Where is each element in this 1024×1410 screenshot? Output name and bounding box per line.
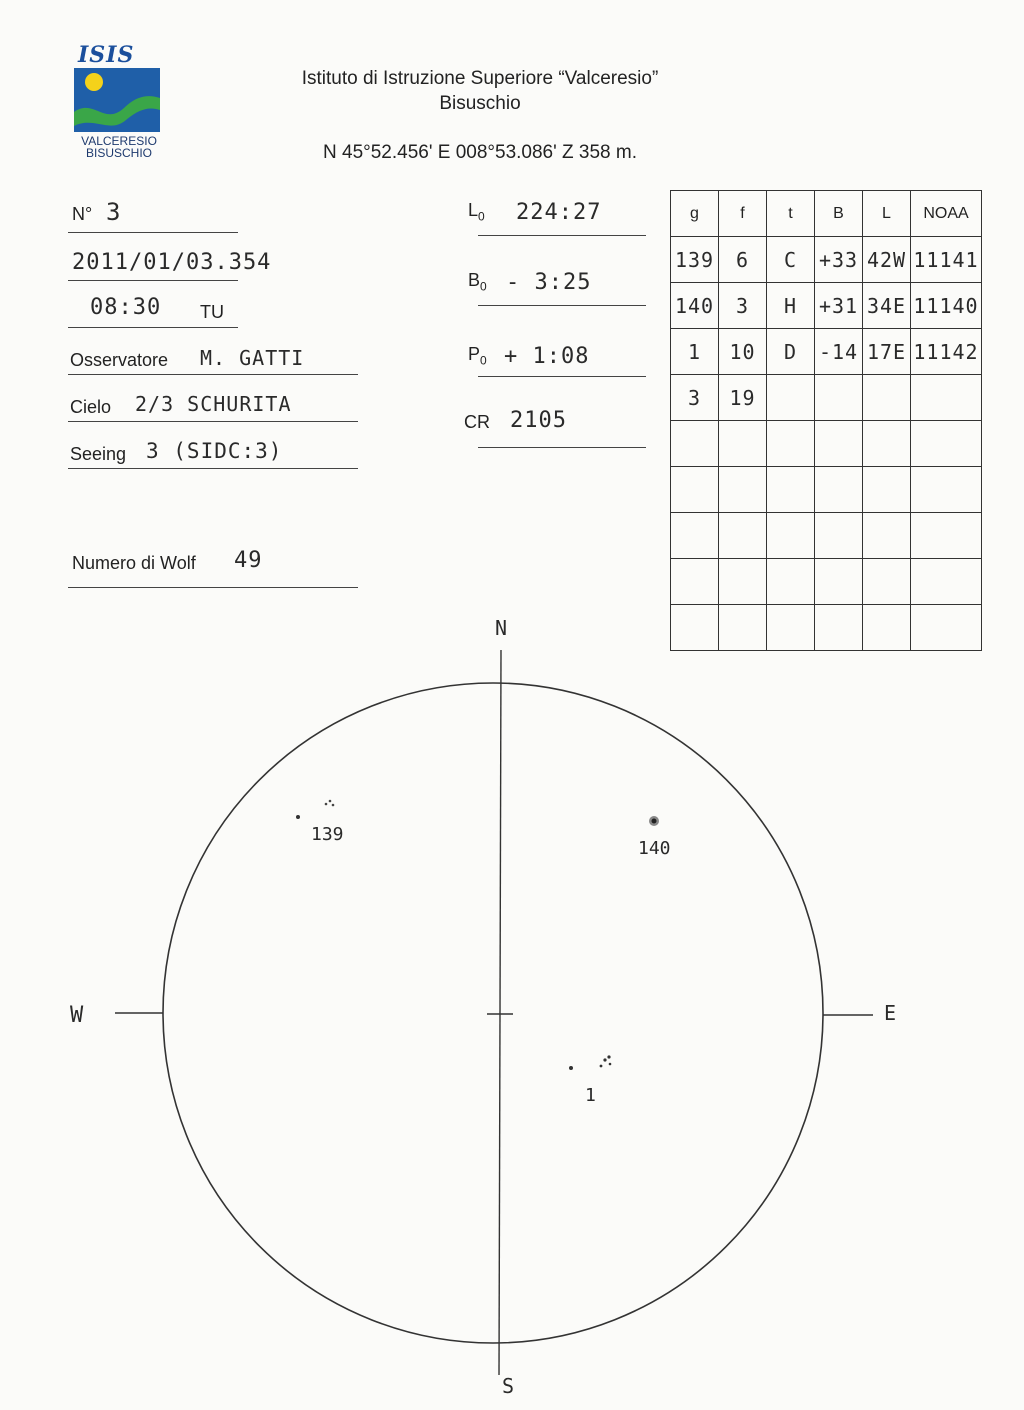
header-cell-f: f — [719, 191, 767, 237]
table-cell: -14 — [815, 329, 863, 375]
date-underline — [68, 280, 238, 281]
b0-subscript: 0 — [480, 279, 487, 294]
seeing-value: 3 (SIDC:3) — [146, 439, 283, 463]
sunspot-dot — [325, 803, 328, 806]
table-cell: +31 — [815, 283, 863, 329]
b0-letter: B — [468, 270, 481, 290]
table-cell — [671, 421, 719, 467]
south-label: S — [502, 1374, 515, 1398]
table-row — [671, 237, 982, 283]
table-cell — [767, 513, 815, 559]
table-cell — [815, 375, 863, 421]
observation-date: 2011/01/03.354 — [72, 250, 272, 275]
p0-letter: P — [468, 344, 481, 364]
table-cell — [863, 467, 911, 513]
l0-letter: L — [468, 200, 479, 220]
sunspot-dot — [609, 1063, 612, 1066]
table-cell — [911, 513, 982, 559]
table-cell: 1 — [671, 329, 719, 375]
l0-underline — [478, 235, 646, 236]
header-cell-l: L — [863, 191, 911, 237]
table-row — [671, 375, 982, 421]
solar-disk-drawing — [0, 600, 1024, 1400]
table-cell — [671, 513, 719, 559]
table-cell — [911, 421, 982, 467]
time-unit: TU — [200, 302, 224, 322]
logo-caption-line1: VALCERESIO — [81, 134, 157, 148]
table-row — [671, 421, 982, 467]
table-cell — [671, 559, 719, 605]
sunspot-dot — [569, 1066, 573, 1070]
table-row — [671, 329, 982, 375]
table-cell — [863, 513, 911, 559]
table-cell — [815, 513, 863, 559]
table-cell: 42W — [863, 237, 911, 283]
west-label: W — [70, 1003, 84, 1028]
cr-value: 2105 — [510, 408, 567, 433]
table-cell: 11141 — [911, 237, 982, 283]
table-cell — [815, 467, 863, 513]
observer-label: Osservatore — [70, 350, 169, 370]
table-cell: 19 — [719, 375, 767, 421]
table-cell: D — [767, 329, 815, 375]
table-cell: 11142 — [911, 329, 982, 375]
b0-label — [468, 270, 487, 294]
sunspot-group-table — [670, 190, 982, 651]
table-cell — [863, 375, 911, 421]
east-label: E — [884, 1001, 897, 1025]
solar-disk-outline — [163, 683, 823, 1343]
p0-label — [468, 344, 487, 368]
sky-label: Cielo — [70, 397, 112, 417]
table-cell: C — [767, 237, 815, 283]
table-cell — [911, 559, 982, 605]
table-cell — [815, 559, 863, 605]
table-cell: 10 — [719, 329, 767, 375]
sunspot-dot — [332, 804, 335, 807]
table-row — [671, 467, 982, 513]
table-cell: 3 — [719, 283, 767, 329]
table-cell: 17E — [863, 329, 911, 375]
sunspot-umbra — [652, 819, 657, 824]
institute-town: Bisuschio — [439, 93, 521, 114]
table-cell — [719, 467, 767, 513]
observer-underline — [68, 374, 358, 375]
l0-label — [468, 200, 485, 224]
header-cell-b: B — [815, 191, 863, 237]
table-cell: +33 — [815, 237, 863, 283]
table-cell — [767, 375, 815, 421]
p0-subscript: 0 — [480, 353, 487, 368]
table-cell: 34E — [863, 283, 911, 329]
table-cell — [671, 467, 719, 513]
p0-underline — [478, 376, 646, 377]
table-cell: 140 — [671, 283, 719, 329]
table-cell — [767, 467, 815, 513]
seeing-label: Seeing — [70, 444, 127, 464]
group-label-1: 1 — [585, 1085, 596, 1106]
logo-emblem — [74, 68, 160, 132]
site-coordinates: N 45°52.456' E 008°53.086' Z 358 m. — [323, 142, 637, 163]
table-cell: 11140 — [911, 283, 982, 329]
table-cell: 6 — [719, 237, 767, 283]
number-label: N° — [72, 204, 93, 224]
sky-value: 2/3 SCHURITA — [135, 392, 292, 416]
table-cell — [863, 559, 911, 605]
table-cell: H — [767, 283, 815, 329]
north-south-axis — [499, 650, 501, 1375]
wolf-underline — [68, 587, 358, 588]
logo-wordmark: ISIS — [78, 42, 135, 68]
sunspot-dot — [329, 800, 332, 803]
b0-value: - 3:25 — [506, 270, 592, 295]
table-header-row — [671, 191, 982, 237]
number-value: 3 — [106, 198, 122, 226]
header-cell-t: t — [767, 191, 815, 237]
sunspot-dot — [296, 815, 300, 819]
l0-subscript: 0 — [478, 209, 485, 224]
cr-label: CR — [464, 412, 490, 432]
group-label-140: 140 — [638, 838, 671, 859]
table-cell: 139 — [671, 237, 719, 283]
observation-time: 08:30 — [90, 295, 162, 320]
number-underline — [68, 232, 238, 233]
observer-value: M. GATTI — [200, 346, 305, 370]
north-label: N — [495, 616, 508, 640]
table-row — [671, 283, 982, 329]
group-label-139: 139 — [311, 824, 344, 845]
header-cell-g: g — [671, 191, 719, 237]
institute-name: Istituto di Istruzione Superiore “Valceresio” — [301, 68, 659, 89]
seeing-underline — [68, 468, 358, 469]
table-cell — [911, 375, 982, 421]
sunspot-dot — [600, 1065, 603, 1068]
sky-underline — [68, 421, 358, 422]
table-row — [671, 513, 982, 559]
table-cell — [767, 421, 815, 467]
cr-underline — [478, 447, 646, 448]
sunspot-dot — [603, 1058, 606, 1061]
table-row — [671, 559, 982, 605]
b0-underline — [478, 305, 646, 306]
l0-value: 224:27 — [516, 200, 602, 225]
table-cell — [719, 559, 767, 605]
wolf-label: Numero di Wolf — [72, 553, 196, 573]
time-underline — [68, 327, 238, 328]
wolf-value: 49 — [234, 548, 263, 573]
logo-caption — [64, 135, 174, 159]
table-cell — [719, 421, 767, 467]
table-cell: 3 — [671, 375, 719, 421]
header-cell-noaa: NOAA — [911, 191, 982, 237]
table-cell — [719, 513, 767, 559]
table-cell — [863, 421, 911, 467]
table-cell — [815, 421, 863, 467]
table-cell — [911, 467, 982, 513]
p0-value: + 1:08 — [504, 344, 590, 369]
sunspot-dot — [607, 1055, 610, 1058]
institute-logo — [68, 42, 178, 162]
logo-caption-line2: BISUSCHIO — [85, 146, 152, 160]
table-cell — [767, 559, 815, 605]
